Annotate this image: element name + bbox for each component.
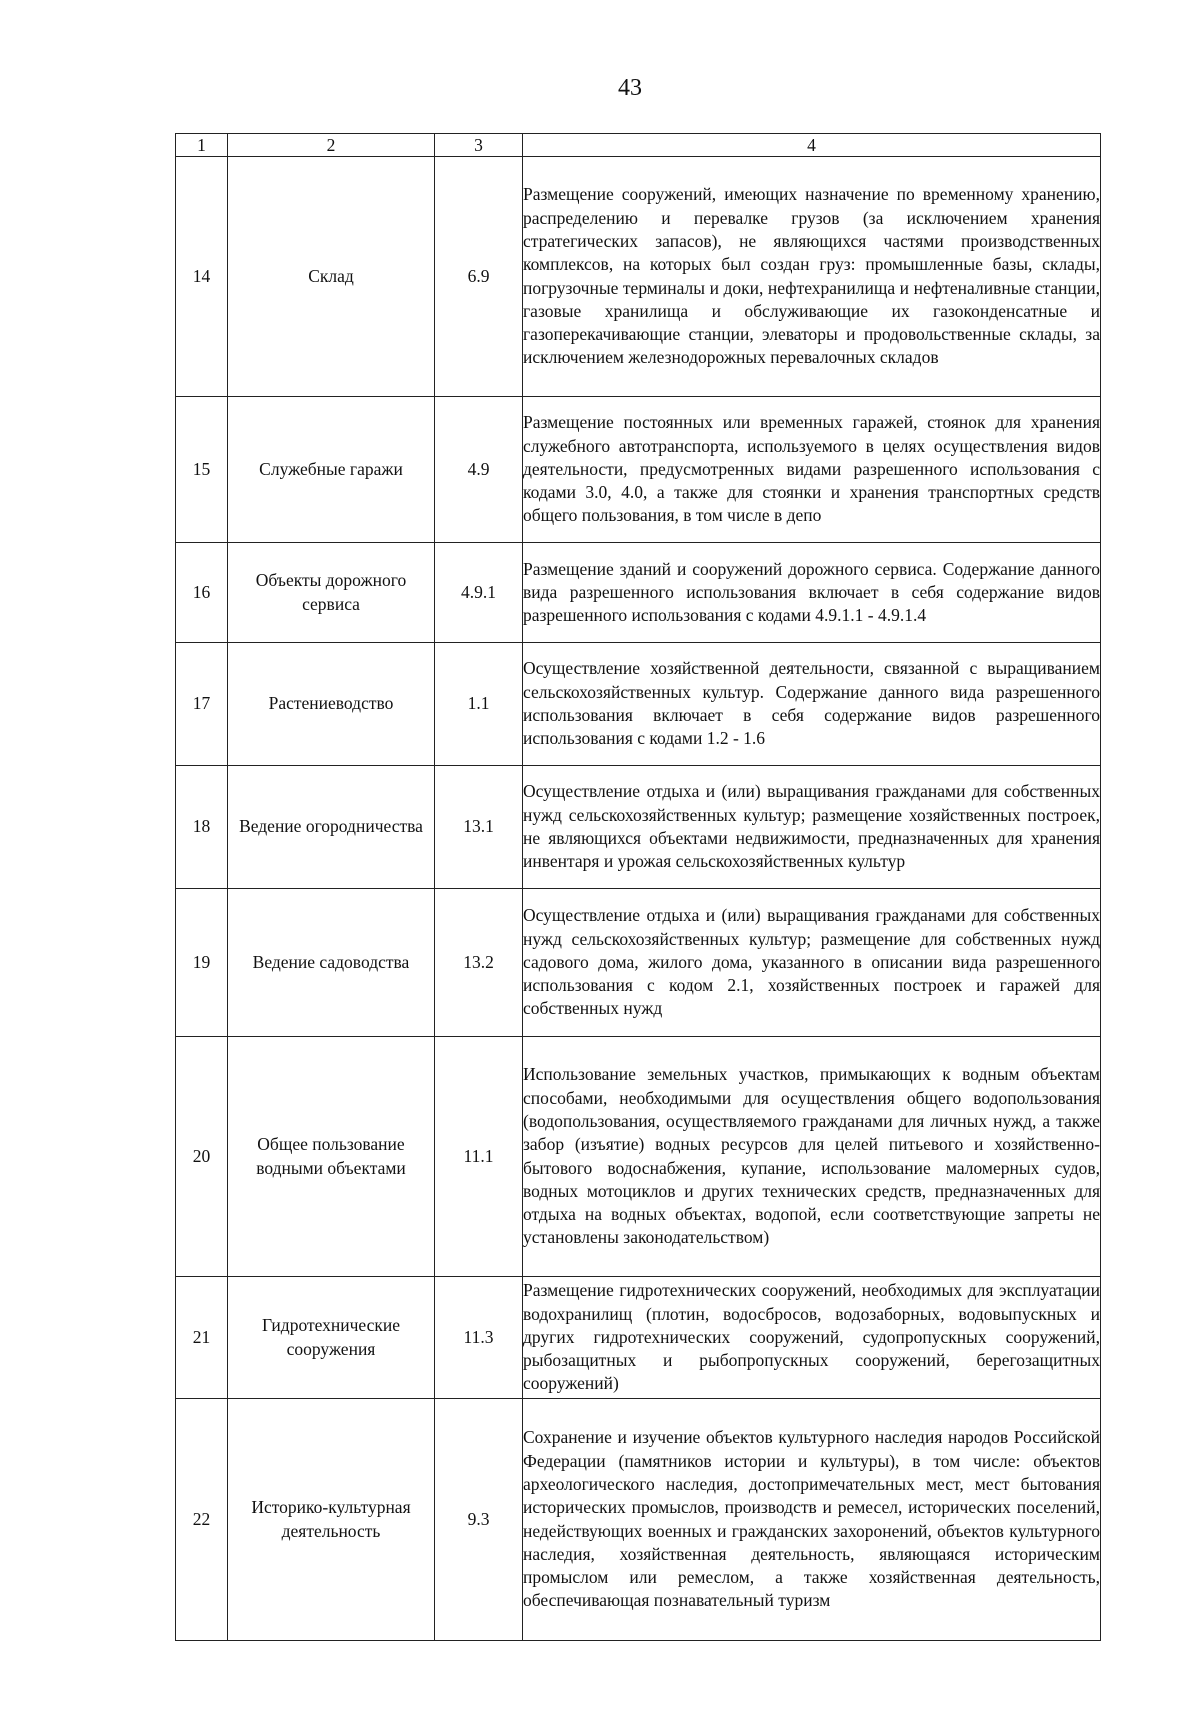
row-name: Историко-культурная деятельность — [228, 1399, 435, 1641]
row-description: Размещение сооружений, имеющих назначение по временному хранению, распределению и перевалке грузов (за исключением хранения стратегических запасов), не являющихся частями производственных комплексов, на которых был создан груз: промышленные базы, склады, погрузочные терминалы и доки, нефтехранилища и нефтеналивные станции, газовые хранилища и обслуживающие их газоконденсатные и газоперекачивающие станции, элеваторы и продовольственные склады, за исключением железнодорожных перевалочных складов — [523, 157, 1101, 397]
row-code: 13.1 — [435, 766, 523, 889]
column-header-code: 3 — [435, 134, 523, 157]
table-row — [176, 643, 1101, 766]
row-code: 4.9.1 — [435, 543, 523, 643]
table-row — [176, 1277, 1101, 1399]
row-description: Осуществление отдыха и (или) выращивания гражданами для собственных нужд сельскохозяйственных культур; размещение для собственных нужд садового дома, жилого дома, указанного в описании вида разрешенного использования с кодом 2.1, хозяйственных построек и гаражей для собственных нужд — [523, 889, 1101, 1037]
row-code: 6.9 — [435, 157, 523, 397]
column-header-description: 4 — [523, 134, 1101, 157]
row-description: Размещение гидротехнических сооружений, необходимых для эксплуатации водохранилищ (плотин, водосбросов, водозаборных, водовыпускных и других гидротехнических сооружений, судопропускных сооружений, рыбозащитных и рыбопропускных сооружений, берегозащитных сооружений) — [523, 1277, 1101, 1399]
table-row — [176, 543, 1101, 643]
row-description: Использование земельных участков, примыкающих к водным объектам способами, необходимыми для осуществления общего водопользования (водопользования, осуществляемого гражданами для личных нужд, а также забор (изъятие) водных ресурсов для целей питьевого и хозяйственно-бытового водоснабжения, купание, использование маломерных судов, водных мотоциклов и других технических средств, предназначенных для отдыха на водных объектах, водопой, если соответствующие запреты не установлены законодательством) — [523, 1037, 1101, 1277]
row-number: 18 — [176, 766, 228, 889]
land-use-table — [175, 133, 1101, 1641]
row-number: 19 — [176, 889, 228, 1037]
page-number: 43 — [618, 75, 642, 101]
row-description: Осуществление отдыха и (или) выращивания гражданами для собственных нужд сельскохозяйственных культур; размещение хозяйственных построек, не являющихся объектами недвижимости, предназначенных для хранения инвентаря и урожая сельскохозяйственных культур — [523, 766, 1101, 889]
row-description: Размещение постоянных или временных гаражей, стоянок для хранения служебного автотранспорта, используемого в целях осуществления видов деятельности, предусмотренных видами разрешенного использования с кодами 3.0, 4.0, а также для стоянки и хранения транспортных средств общего пользования, в том числе в депо — [523, 397, 1101, 543]
row-name: Объекты дорожного сервиса — [228, 543, 435, 643]
table-header-row — [176, 134, 1101, 157]
column-header-number: 1 — [176, 134, 228, 157]
table-row — [176, 1399, 1101, 1641]
row-name: Ведение садоводства — [228, 889, 435, 1037]
row-code: 1.1 — [435, 643, 523, 766]
row-code: 13.2 — [435, 889, 523, 1037]
table-row — [176, 766, 1101, 889]
row-number: 16 — [176, 543, 228, 643]
row-name: Общее пользование водными объектами — [228, 1037, 435, 1277]
row-number: 20 — [176, 1037, 228, 1277]
row-name: Служебные гаражи — [228, 397, 435, 543]
row-code: 11.3 — [435, 1277, 523, 1399]
row-name: Гидротехнические сооружения — [228, 1277, 435, 1399]
row-number: 22 — [176, 1399, 228, 1641]
row-number: 21 — [176, 1277, 228, 1399]
row-code: 9.3 — [435, 1399, 523, 1641]
column-header-name: 2 — [228, 134, 435, 157]
row-description: Размещение зданий и сооружений дорожного сервиса. Содержание данного вида разрешенного использования включает в себя содержание видов разрешенного использования с кодами 4.9.1.1 - 4.9.1.4 — [523, 543, 1101, 643]
row-name: Ведение огородничества — [228, 766, 435, 889]
table-row — [176, 1037, 1101, 1277]
row-description: Сохранение и изучение объектов культурного наследия народов Российской Федерации (памятников истории и культуры), в том числе: объектов археологического наследия, достопримечательных мест, мест бытования исторических промыслов, производств и ремесел, исторических поселений, недействующих военных и гражданских захоронений, объектов культурного наследия, хозяйственная деятельность, являющаяся историческим промыслом или ремеслом, а также хозяйственная деятельность, обеспечивающая познавательный туризм — [523, 1399, 1101, 1641]
row-number: 17 — [176, 643, 228, 766]
table-row — [176, 889, 1101, 1037]
table-row — [176, 397, 1101, 543]
row-name: Склад — [228, 157, 435, 397]
row-description: Осуществление хозяйственной деятельности, связанной с выращиванием сельскохозяйственных культур. Содержание данного вида разрешенного использования включает в себя содержание видов разрешенного использования с кодами 1.2 - 1.6 — [523, 643, 1101, 766]
row-number: 14 — [176, 157, 228, 397]
table-row — [176, 157, 1101, 397]
row-name: Растениеводство — [228, 643, 435, 766]
row-code: 4.9 — [435, 397, 523, 543]
row-code: 11.1 — [435, 1037, 523, 1277]
row-number: 15 — [176, 397, 228, 543]
